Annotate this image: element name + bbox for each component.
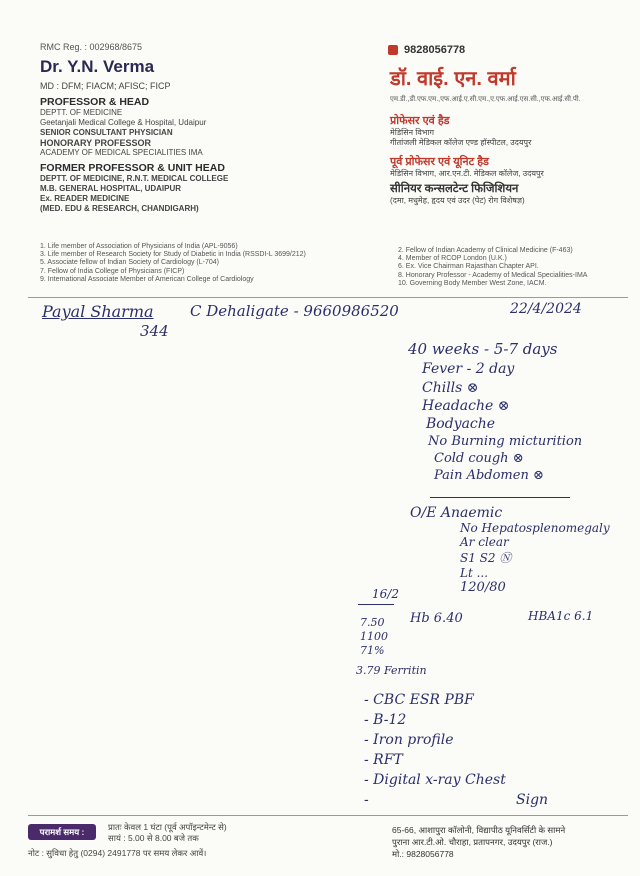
investigation-item: - [364,792,369,808]
qualifications-hindi: एम.डी.,डी.एफ.एम.,एफ.आई.ए.सी.एम.,ए.एफ.आई.एस.सी.,एफ.आई.सी.पी. [390,96,581,103]
doctor-signature: Sign [516,792,549,808]
patient-name: Payal Sharma [42,302,154,321]
reader-institute: (MED. EDU & RESEARCH, CHANDIGARH) [40,204,199,213]
investigations-list [364,690,506,810]
doctor-name-hindi: डॉ. वाई. एन. वर्मा [390,68,516,90]
lab-hb: Hb 6.40 [410,611,463,626]
lab-ferritin: 3.79 Ferritin [356,664,427,677]
dept2-hindi: मेडिसिन विभाग, आर.एन.टी. मेडिकल कॉलेज, उदयपुर [390,169,544,178]
footer-note: नोट : सुविधा हेतु (0294) 2491778 पर समय लेकर आवें। [28,848,207,858]
title1-hindi: प्रोफेसर एवं हैड [390,115,450,127]
former-hospital: M.B. GENERAL HOSPITAL, UDAIPUR [40,184,182,193]
college-name: Geetanjali Medical College & Hospital, Udaipur [40,118,207,127]
ex-reader: Ex. READER MEDICINE [40,194,130,203]
footer-divider [28,815,628,816]
complaint-item: 40 weeks - 5-7 days [408,340,558,358]
lab-date-rule [358,604,394,605]
lab-values [360,616,388,658]
patient-number: 344 [140,322,169,340]
title-former: FORMER PROFESSOR & UNIT HEAD [40,162,225,174]
exam-item: Lt ... [460,566,489,580]
header-divider [28,297,628,298]
investigation-item: - RFT [364,752,403,768]
lab-value: 1100 [360,630,388,643]
membership-item: 5. Associate fellow of Indian Society of Cardiology (L-704) [40,259,219,267]
lab-value: 7.50 [360,616,385,629]
complaints-list [408,340,582,483]
rmc-registration: RMC Reg. : 002968/8675 [40,42,143,52]
dept-medicine: DEPTT. OF MEDICINE [40,108,123,117]
complaint-item: Bodyache [426,416,496,432]
complaint-item: Fever - 2 day [422,361,515,377]
exam-item: 120/80 [460,580,506,595]
investigation-item: - CBC ESR PBF [364,692,474,708]
specialty-hindi: (दमा, मधुमेह, हृदय एवं उदर (पेट) रोग विशेषज्ञ) [390,196,525,205]
college1-hindi: गीतांजली मेडिकल कॉलेज एण्ड हॉस्पीटल, उदयपुर [390,138,532,147]
title2-hindi: पूर्व प्रोफेसर एवं यूनिट हैड [390,156,489,168]
exam-item: S1 S2 Ⓝ [460,551,512,565]
doctor-name: Dr. Y.N. Verma [40,57,155,76]
footer-mobile: मो.: 9828056778 [392,849,454,859]
lab-date: 16/2 [372,587,399,601]
title-professor-head: PROFESSOR & HEAD [40,96,150,108]
header-phone [388,44,465,56]
consult-time-badge: परामर्श समय : [28,824,96,840]
memberships-left [40,243,390,284]
membership-item: 9. International Associate Member of American College of Cardiology [40,275,254,283]
complaint-item: Pain Abdomen ⊗ [434,468,544,483]
membership-item: 3. Life member of Research Society for Study of Diabetic in India (RSSDI-L 3699/212) [40,251,306,259]
consult-times [108,822,227,844]
lab-value: 71% [360,644,385,657]
title-senior-consultant: SENIOR CONSULTANT PHYSICIAN [40,128,173,137]
examination-list [410,505,610,595]
dept1-hindi: मेडिसिन विभाग [390,128,434,137]
membership-item: 10. Governing Body Member West Zone, IACM. [398,279,547,287]
footer-address [392,824,632,860]
memberships-right [398,247,628,288]
title3-hindi: सीनियर कन्सलटेन्ट फिजिशियन [390,183,519,195]
complaint-item: Chills ⊗ [422,380,479,396]
title-honorary: HONORARY PROFESSOR [40,138,152,148]
complaint-item: No Burning micturition [428,434,583,449]
membership-item: 8. Honorary Professor - Academy of Medical Specialities-IMA [398,271,588,279]
exam-item: Ar clear [460,535,509,549]
membership-item: 7. Fellow of India College of Physicians (FICP) [40,267,185,275]
investigation-item: - B-12 [364,712,407,728]
investigation-item: - Iron profile [364,732,454,748]
exam-item: O/E Anaemic [410,505,503,521]
complaint-item: Cold cough ⊗ [434,451,524,466]
former-dept: DEPTT. OF MEDICINE, R.N.T. MEDICAL COLLEGE [40,174,229,183]
academy-name: ACADEMY OF MEDICAL SPECIALITIES IMA [40,148,203,157]
phone-icon [388,45,398,55]
membership-item: 2. Fellow of Indian Academy of Clinical Medicine (F-463) [398,247,573,254]
doctor-qualifications: MD : DFM; FIACM; AFISC; FICP [40,81,171,91]
complaints-underline [430,497,570,498]
consult-time-evening: सायं : 5.00 से 8.00 बजे तक [108,833,199,843]
investigation-item: - Digital x-ray Chest [364,772,506,788]
left-credentials [40,96,228,214]
membership-item: 1. Life member of Association of Physicians of India (APL-9056) [40,243,238,250]
exam-item: No Hepatosplenomegaly [460,521,610,535]
membership-item: 6. Ex. Vice Chairman Rajasthan Chapter API. [398,263,539,271]
right-credentials [390,113,630,206]
consult-time-morning: प्रातः केवल 1 घंटा (पूर्व अपॉइन्टमेन्ट से) [108,822,227,832]
patient-address-phone: C Dehaligate - 9660986520 [190,302,399,320]
membership-item: 4. Member of RCOP London (U.K.) [398,255,507,263]
address-line1: 65-66, आशापुरा कॉलोनी, विद्यापीठ यूनिवर्सिटी के सामने [392,825,566,835]
visit-date: 22/4/2024 [510,301,582,317]
complaint-item: Headache ⊗ [422,398,510,414]
lab-hba1c: HBA1c 6.1 [528,609,594,623]
address-line2: पुराना आर.टी.ओ. चौराहा, प्रतापनगर, उदयपुर (राज.) [392,837,553,847]
phone-number: 9828056778 [404,44,466,56]
